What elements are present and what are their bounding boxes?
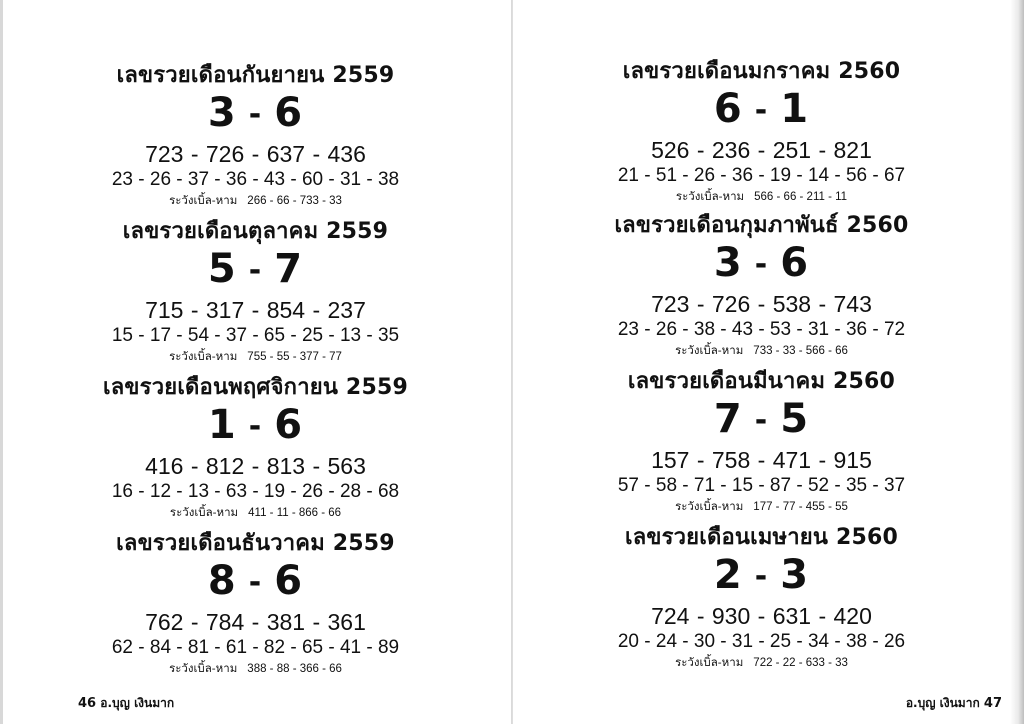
two-digit-numbers: 20 - 24 - 30 - 31 - 25 - 34 - 38 - 26 bbox=[617, 631, 906, 652]
main-digit-a: 7 bbox=[713, 396, 743, 442]
two-digit-numbers: 23 - 26 - 37 - 36 - 43 - 60 - 31 - 38 bbox=[111, 169, 400, 190]
page-number: 46 bbox=[78, 696, 97, 711]
watch-label: ระวังเบิ้ล-หาม bbox=[169, 505, 239, 519]
watch-line bbox=[0, 504, 511, 521]
three-digit-numbers: 724 - 930 - 631 - 420 bbox=[651, 603, 872, 629]
digit-separator: - bbox=[248, 565, 263, 600]
watch-numbers: 733 - 33 - 566 - 66 bbox=[753, 345, 848, 357]
main-digit-a: 3 bbox=[713, 240, 743, 286]
main-digit-b: 6 bbox=[274, 402, 304, 448]
main-digit-a: 2 bbox=[713, 552, 743, 598]
watch-label: ระวังเบิ้ล-หาม bbox=[169, 661, 238, 675]
main-digit-pair bbox=[513, 240, 1010, 290]
watch-label: ระวังเบิ้ล-หาม bbox=[675, 189, 745, 203]
section-title: เลขรวยเดือนกันยายน 2559 bbox=[116, 63, 395, 88]
section-title: เลขรวยเดือนธันวาคม 2559 bbox=[116, 531, 395, 556]
watch-numbers: 266 - 66 - 733 - 33 bbox=[247, 195, 342, 207]
main-digit-pair bbox=[0, 558, 511, 608]
watch-label: ระวังเบิ้ล-หาม bbox=[675, 655, 744, 669]
watch-label: ระวังเบิ้ล-หาม bbox=[169, 193, 238, 207]
footer-author: อ.บุญ เงินมาก bbox=[100, 696, 175, 710]
main-digit-pair bbox=[0, 402, 511, 452]
two-digit-numbers: 23 - 26 - 38 - 43 - 53 - 31 - 36 - 72 bbox=[617, 319, 906, 340]
watch-label: ระวังเบิ้ล-หาม bbox=[675, 499, 744, 513]
watch-numbers: 411 - 11 - 866 - 66 bbox=[248, 507, 342, 519]
section-march-2560 bbox=[513, 368, 1010, 515]
page-number: 47 bbox=[983, 696, 1002, 711]
two-digit-numbers: 15 - 17 - 54 - 37 - 65 - 25 - 13 - 35 bbox=[111, 325, 400, 346]
digit-separator: - bbox=[754, 559, 769, 594]
left-page bbox=[0, 0, 511, 724]
main-digit-pair bbox=[0, 246, 511, 296]
three-digit-numbers: 762 - 784 - 381 - 361 bbox=[145, 609, 366, 635]
section-title: เลขรวยเดือนมีนาคม 2560 bbox=[627, 369, 896, 394]
watch-line bbox=[0, 348, 511, 365]
main-digit-b: 1 bbox=[780, 86, 810, 132]
main-digit-b: 6 bbox=[274, 558, 304, 604]
footer-author: อ.บุญ เงินมาก bbox=[905, 696, 980, 710]
main-digit-b: 5 bbox=[780, 396, 810, 442]
watch-line bbox=[513, 342, 1010, 359]
section-february-2560 bbox=[513, 212, 1010, 359]
two-digit-numbers: 62 - 84 - 81 - 61 - 82 - 65 - 41 - 89 bbox=[111, 637, 400, 658]
two-digit-numbers: 57 - 58 - 71 - 15 - 87 - 52 - 35 - 37 bbox=[617, 475, 906, 496]
digit-separator: - bbox=[248, 409, 263, 444]
watch-numbers: 755 - 55 - 377 - 77 bbox=[247, 351, 342, 363]
section-title: เลขรวยเดือนเมษายน 2560 bbox=[624, 525, 899, 550]
watch-numbers: 722 - 22 - 633 - 33 bbox=[753, 657, 848, 669]
digit-separator: - bbox=[248, 97, 263, 132]
right-page-footer bbox=[906, 694, 1002, 713]
section-september-2559 bbox=[0, 62, 511, 209]
watch-line bbox=[0, 192, 511, 209]
watch-numbers: 566 - 66 - 211 - 11 bbox=[754, 191, 848, 203]
three-digit-numbers: 416 - 812 - 813 - 563 bbox=[145, 453, 366, 479]
three-digit-numbers: 723 - 726 - 538 - 743 bbox=[651, 291, 872, 317]
main-digit-a: 5 bbox=[207, 246, 237, 292]
section-title: เลขรวยเดือนพฤศจิกายน 2559 bbox=[103, 375, 408, 400]
section-january-2560 bbox=[513, 58, 1010, 205]
main-digit-a: 1 bbox=[207, 402, 237, 448]
main-digit-pair bbox=[513, 552, 1010, 602]
watch-line bbox=[513, 188, 1010, 205]
main-digit-b: 6 bbox=[780, 240, 810, 286]
main-digit-b: 7 bbox=[274, 246, 304, 292]
watch-numbers: 388 - 88 - 366 - 66 bbox=[247, 663, 342, 675]
main-digit-b: 3 bbox=[780, 552, 810, 598]
section-title: เลขรวยเดือนมกราคม 2560 bbox=[622, 59, 901, 84]
watch-label: ระวังเบิ้ล-หาม bbox=[169, 349, 238, 363]
digit-separator: - bbox=[754, 93, 769, 128]
three-digit-numbers: 723 - 726 - 637 - 436 bbox=[145, 141, 366, 167]
left-page-footer bbox=[78, 694, 174, 713]
main-digit-a: 8 bbox=[207, 558, 237, 604]
three-digit-numbers: 157 - 758 - 471 - 915 bbox=[651, 447, 872, 473]
watch-line bbox=[513, 654, 1010, 671]
three-digit-numbers: 715 - 317 - 854 - 237 bbox=[145, 297, 366, 323]
watch-label: ระวังเบิ้ล-หาม bbox=[675, 343, 744, 357]
section-title: เลขรวยเดือนตุลาคม 2559 bbox=[122, 219, 389, 244]
two-digit-numbers: 16 - 12 - 13 - 63 - 19 - 26 - 28 - 68 bbox=[111, 481, 400, 502]
main-digit-pair bbox=[0, 90, 511, 140]
section-november-2559 bbox=[0, 374, 511, 521]
three-digit-numbers: 526 - 236 - 251 - 821 bbox=[651, 137, 872, 163]
main-digit-pair bbox=[513, 86, 1010, 136]
section-april-2560 bbox=[513, 524, 1010, 671]
main-digit-a: 3 bbox=[207, 90, 237, 136]
section-title: เลขรวยเดือนกุมภาพันธ์ 2560 bbox=[614, 213, 909, 238]
main-digit-b: 6 bbox=[274, 90, 304, 136]
main-digit-a: 6 bbox=[713, 86, 743, 132]
watch-numbers: 177 - 77 - 455 - 55 bbox=[753, 501, 848, 513]
main-digit-pair bbox=[513, 396, 1010, 446]
section-october-2559 bbox=[0, 218, 511, 365]
two-digit-numbers: 21 - 51 - 26 - 36 - 19 - 14 - 56 - 67 bbox=[617, 165, 906, 186]
digit-separator: - bbox=[248, 253, 263, 288]
right-page-edge bbox=[1010, 0, 1024, 724]
section-december-2559 bbox=[0, 530, 511, 677]
right-page bbox=[513, 0, 1010, 724]
watch-line bbox=[0, 660, 511, 677]
watch-line bbox=[513, 498, 1010, 515]
digit-separator: - bbox=[754, 247, 769, 282]
digit-separator: - bbox=[754, 403, 769, 438]
